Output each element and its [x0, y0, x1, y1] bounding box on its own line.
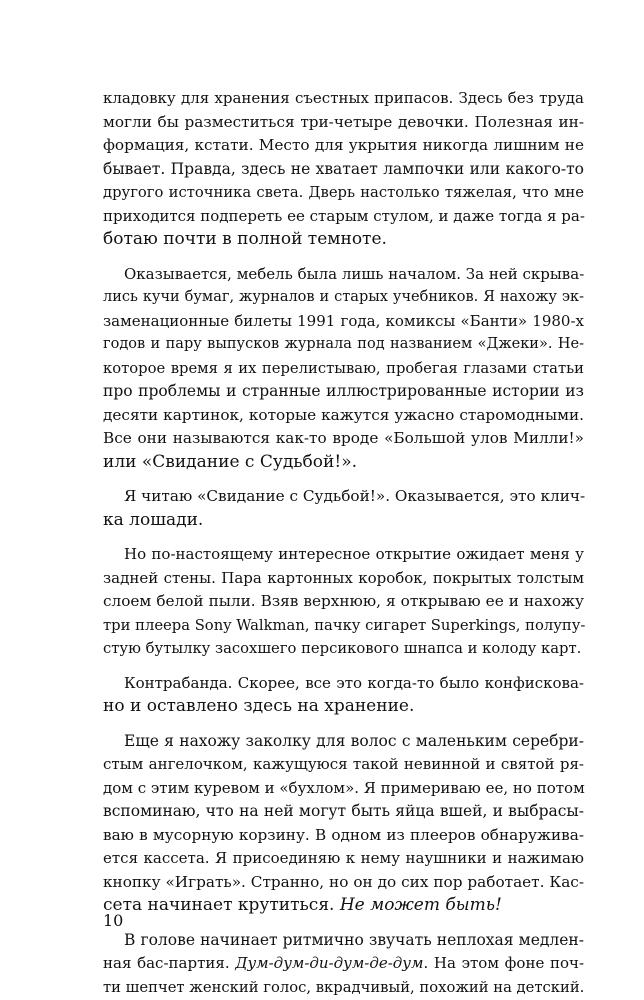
page-number: 10 — [103, 911, 124, 930]
text-line: ваю в мусорную корзину. В одном из плееров обнаруживa- — [103, 825, 584, 844]
text-line: формация, кстати. Место для укрытия никогда лишним не — [103, 136, 584, 154]
text-line: ти шепчет женский голос, вкрадчивый, похожий на детский. — [103, 978, 585, 996]
text-span: сета начинает крутиться. — [103, 895, 340, 915]
paragraph-5 — [103, 672, 584, 719]
text-line: бывает. Правда, здесь не хватает лампочки или какого-то — [103, 159, 584, 178]
text-line: но и оставлено здесь на хранение. — [103, 696, 415, 716]
text-line — [103, 894, 584, 918]
paragraph-1 — [103, 87, 584, 252]
text-line: слоем белой пыли. Взяв верхнюю, я открываю ее и нахожу — [103, 592, 584, 610]
text-line: Еще я нахожу заколку для волос с маленьким серебри- — [124, 731, 584, 750]
text-line: три плеера Sony Walkman, пачку сигарет Superkings, полупу- — [103, 616, 586, 634]
text-line: другого источника света. Дверь настолько тяжелая, что мне — [103, 184, 584, 201]
text-line: стую бутылку засохшего персикового шнапса и колоду карт. — [103, 640, 582, 657]
text-line: годов и пару выпусков журнала под названием «Джеки». Не- — [103, 336, 584, 352]
paragraph-6 — [103, 730, 584, 918]
body-text — [103, 87, 584, 999]
text-line: могли бы разместиться три-четыре девочки. Полезная ин- — [103, 112, 584, 131]
text-line: ется кассета. Я присоединяю к нему наушники и нажимаю — [103, 849, 584, 867]
text-line: задней стены. Пара картонных коробок, покрытых толстым — [103, 568, 584, 587]
italic-text: Не может быть! — [339, 895, 502, 915]
text-line: или «Свидание с Судьбой!». — [103, 451, 357, 472]
text-line: В голове начинает ритмично звучать неплохая медлен- — [124, 930, 584, 949]
text-line: десяти картинок, которые кажутся ужасно старомодными. — [103, 405, 584, 424]
text-line — [103, 952, 584, 976]
paragraph-4 — [103, 543, 584, 661]
text-line: которое время я их перелистываю, пробегая глазами статьи — [103, 359, 584, 377]
text-line: про проблемы и странные иллюстрированные истории из — [103, 382, 584, 400]
text-line: заменационные билеты 1991 года, комиксы «Банти» 1980-х — [103, 311, 584, 330]
paragraph-2 — [103, 263, 584, 475]
italic-text: Дум-дум-ди-дум-де-дум — [235, 954, 424, 972]
text-line: ботаю почти в полной темноте. — [103, 229, 387, 249]
text-line: кладовку для хранения съестных припасов. Здесь без труда — [103, 89, 584, 107]
text-line: лись кучи бумаг, журналов и старых учебников. Я нахожу эк- — [103, 289, 584, 305]
paragraph-3 — [103, 485, 584, 532]
text-line: Но по-настоящему интересное открытие ожидает меня у — [124, 545, 584, 563]
text-line: стым ангелочком, кажущуюся такой невинной и святой ря- — [103, 755, 584, 773]
text-line: Контрабанда. Скорее, все это когда-то было конфискова- — [124, 673, 584, 692]
text-line: кнопку «Играть». Странно, но он до сих пор работает. Кас- — [103, 872, 584, 891]
text-line: приходится подпереть ее старым стулом, и даже тогда я ра- — [103, 206, 585, 225]
text-line: вспоминаю, что на ней могут быть яйца вшей, и выбрасы- — [103, 802, 584, 820]
text-line: Оказывается, мебель была лишь началом. За ней скрыва- — [124, 264, 585, 283]
text-span: . На этом фоне поч- — [423, 954, 585, 972]
text-line: Я читаю «Свидание с Судьбой!». Оказывается, это клич- — [124, 487, 586, 505]
paragraph-7 — [103, 929, 584, 1000]
text-span: ная бас-партия. — [103, 954, 236, 972]
text-line: дом с этим куревом и «бухлом». Я примериваю ее, но потом — [103, 778, 585, 797]
text-line: ка лошади. — [103, 509, 204, 530]
text-line: Все они называются как-то вроде «Большой улов Милли!» — [103, 429, 584, 447]
